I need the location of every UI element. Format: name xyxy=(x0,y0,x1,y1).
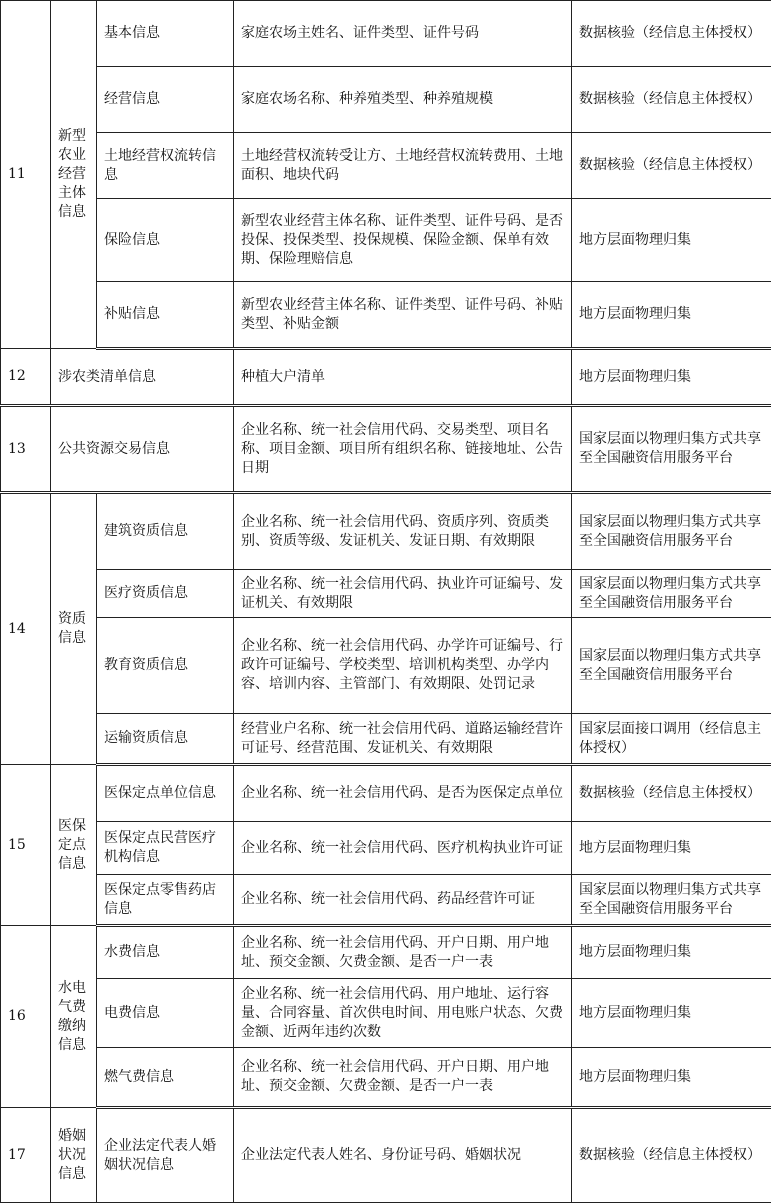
item-category-label: 医保 定点 信息 xyxy=(58,817,86,874)
item-category xyxy=(51,493,97,765)
item-category-label: 水电 气费 缴纳 信息 xyxy=(58,979,86,1055)
sub-category: 水费信息 xyxy=(97,926,234,979)
table-row xyxy=(1,926,771,979)
info-content: 企业名称、统一社会信用代码、开户日期、用户地址、预交金额、欠费金额、是否一户一表 xyxy=(234,926,572,979)
table-row xyxy=(1,282,771,349)
sub-category: 医保定点单位信息 xyxy=(97,765,234,822)
sharing-method: 国家层面以物理归集方式共享至全国融资信用服务平台 xyxy=(572,406,771,493)
info-content: 企业名称、统一社会信用代码、药品经营许可证 xyxy=(234,875,572,926)
sharing-method: 国家层面以物理归集方式共享至全国融资信用服务平台 xyxy=(572,875,771,926)
info-content: 企业名称、统一社会信用代码、用户地址、运行容量、合同容量、首次供电时间、用电账户状态、欠费金额、近两年违约次数 xyxy=(234,979,572,1048)
item-category-label: 资质 信息 xyxy=(58,610,86,648)
sub-category: 经营信息 xyxy=(97,67,234,133)
item-category xyxy=(51,926,97,1108)
sharing-method: 数据核验（经信息主体授权） xyxy=(572,1108,771,1203)
sharing-method: 数据核验（经信息主体授权） xyxy=(572,1,771,67)
item-number: 13 xyxy=(1,406,51,493)
info-content: 新型农业经营主体名称、证件类型、证件号码、是否投保、投保类型、投保规模、保险金额、保单有效期、保险理赔信息 xyxy=(234,199,572,282)
item-category xyxy=(51,765,97,926)
sub-category: 医保定点零售药店信息 xyxy=(97,875,234,926)
sharing-method: 国家层面以物理归集方式共享至全国融资信用服务平台 xyxy=(572,618,771,714)
sub-category: 医保定点民营医疗机构信息 xyxy=(97,822,234,875)
sharing-method: 国家层面以物理归集方式共享至全国融资信用服务平台 xyxy=(572,493,771,570)
info-content: 种植大户清单 xyxy=(234,349,572,406)
item-category xyxy=(51,1,97,349)
info-content: 企业名称、统一社会信用代码、办学许可证编号、行政许可证编号、学校类型、培训机构类型、办学内容、培训内容、主管部门、有效期限、处罚记录 xyxy=(234,618,572,714)
sub-category: 企业法定代表人婚姻状况信息 xyxy=(97,1108,234,1203)
sharing-method: 国家层面接口调用（经信息主体授权） xyxy=(572,714,771,765)
table-row xyxy=(1,199,771,282)
sub-category: 土地经营权流转信息 xyxy=(97,133,234,199)
info-content: 企业名称、统一社会信用代码、医疗机构执业许可证 xyxy=(234,822,572,875)
sub-category: 电费信息 xyxy=(97,979,234,1048)
item-number: 16 xyxy=(1,926,51,1108)
item-category-label: 婚姻 状况 信息 xyxy=(58,1127,86,1184)
info-content: 企业名称、统一社会信用代码、是否为医保定点单位 xyxy=(234,765,572,822)
table-row xyxy=(1,979,771,1048)
table-row xyxy=(1,1,771,67)
info-content: 企业法定代表人姓名、身份证号码、婚姻状况 xyxy=(234,1108,572,1203)
sub-category: 基本信息 xyxy=(97,1,234,67)
sharing-method: 数据核验（经信息主体授权） xyxy=(572,765,771,822)
item-number: 14 xyxy=(1,493,51,765)
sharing-method: 地方层面物理归集 xyxy=(572,926,771,979)
table-row xyxy=(1,1108,771,1203)
sub-category: 运输资质信息 xyxy=(97,714,234,765)
item-number: 11 xyxy=(1,1,51,349)
item-category xyxy=(51,1108,97,1203)
table-row xyxy=(1,133,771,199)
info-content: 企业名称、统一社会信用代码、执业许可证编号、发证机关、有效期限 xyxy=(234,570,572,618)
table-row xyxy=(1,349,771,406)
info-content: 家庭农场主姓名、证件类型、证件号码 xyxy=(234,1,572,67)
table-row xyxy=(1,875,771,926)
item-category-label: 新型 农业 经营 主体 信息 xyxy=(58,127,86,222)
info-content: 经营业户名称、统一社会信用代码、道路运输经营许可证号、经营范围、发证机关、有效期限 xyxy=(234,714,572,765)
sub-category: 医疗资质信息 xyxy=(97,570,234,618)
table-row xyxy=(1,618,771,714)
table-row xyxy=(1,714,771,765)
info-content: 土地经营权流转受让方、土地经营权流转费用、土地面积、地块代码 xyxy=(234,133,572,199)
item-number: 17 xyxy=(1,1108,51,1203)
table-row xyxy=(1,406,771,493)
info-content: 企业名称、统一社会信用代码、开户日期、用户地址、预交金额、欠费金额、是否一户一表 xyxy=(234,1048,572,1108)
item-number: 15 xyxy=(1,765,51,926)
sharing-method: 地方层面物理归集 xyxy=(572,199,771,282)
sharing-method: 地方层面物理归集 xyxy=(572,282,771,349)
sub-category: 补贴信息 xyxy=(97,282,234,349)
sharing-method: 数据核验（经信息主体授权） xyxy=(572,67,771,133)
info-content: 企业名称、统一社会信用代码、资质序列、资质类别、资质等级、发证机关、发证日期、有效期限 xyxy=(234,493,572,570)
table-row xyxy=(1,822,771,875)
sub-category: 教育资质信息 xyxy=(97,618,234,714)
info-content: 家庭农场名称、种养殖类型、种养殖规模 xyxy=(234,67,572,133)
sub-category: 燃气费信息 xyxy=(97,1048,234,1108)
table-row xyxy=(1,765,771,822)
info-content: 新型农业经营主体名称、证件类型、证件号码、补贴类型、补贴金额 xyxy=(234,282,572,349)
info-content: 企业名称、统一社会信用代码、交易类型、项目名称、项目金额、项目所有组织名称、链接地址、公告日期 xyxy=(234,406,572,493)
sharing-method: 地方层面物理归集 xyxy=(572,1048,771,1108)
table-row xyxy=(1,493,771,570)
sub-category: 保险信息 xyxy=(97,199,234,282)
table-row xyxy=(1,67,771,133)
table-row xyxy=(1,1048,771,1108)
item-number: 12 xyxy=(1,349,51,406)
sharing-method: 地方层面物理归集 xyxy=(572,822,771,875)
sharing-method: 国家层面以物理归集方式共享至全国融资信用服务平台 xyxy=(572,570,771,618)
table-row xyxy=(1,570,771,618)
sub-category: 建筑资质信息 xyxy=(97,493,234,570)
item-category: 公共资源交易信息 xyxy=(51,406,234,493)
table-body xyxy=(1,1,771,1203)
sharing-method: 地方层面物理归集 xyxy=(572,979,771,1048)
sharing-method: 数据核验（经信息主体授权） xyxy=(572,133,771,199)
sharing-method: 地方层面物理归集 xyxy=(572,349,771,406)
item-category: 涉农类清单信息 xyxy=(51,349,234,406)
